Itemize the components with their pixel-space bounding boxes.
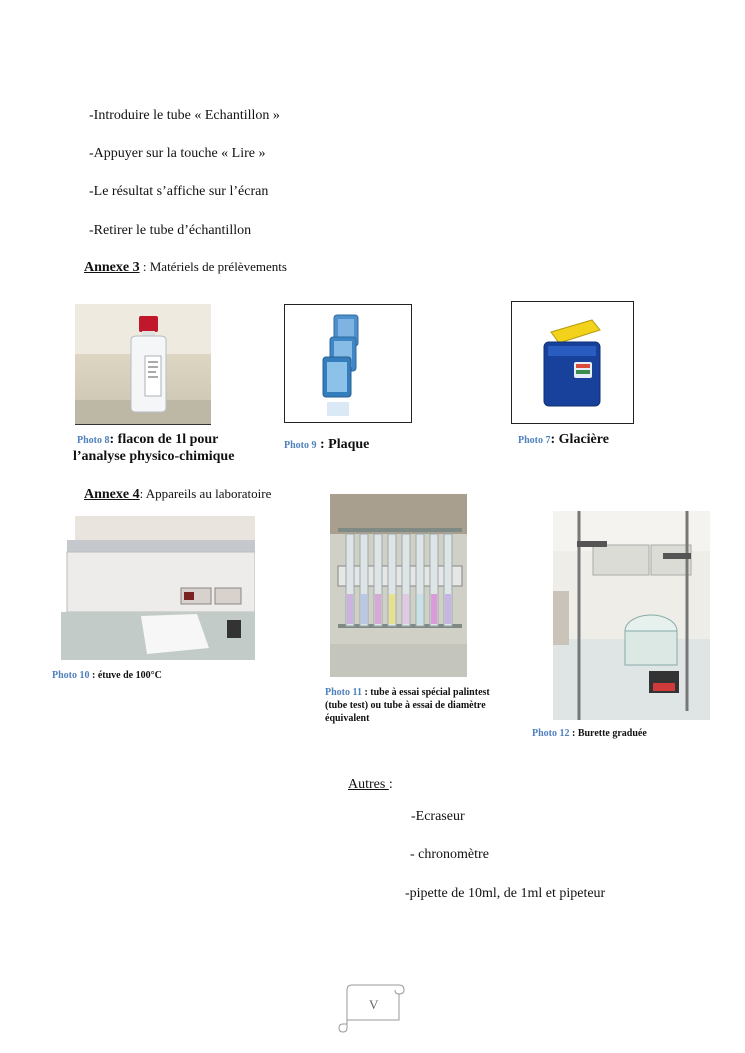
photo-12-label: Photo 12 (532, 728, 570, 739)
others-title: Autres (348, 777, 389, 792)
photo-10-label: Photo 10 (52, 670, 90, 681)
step-3: -Le résultat s’affiche sur l’écran (89, 184, 269, 199)
photo-8-label: Photo 8 (77, 435, 110, 446)
step-1: -Introduire le tube « Echantillon » (89, 108, 280, 123)
photo-9-caption (284, 437, 369, 453)
others-colon: : (388, 777, 393, 792)
photo-10-caption (52, 670, 162, 681)
page-number: V (369, 997, 379, 1012)
photo-7-label: Photo 7 (518, 435, 551, 446)
step-4: -Retirer le tube d’échantillon (89, 223, 252, 238)
test-tube-photo (330, 494, 467, 677)
photo-12-text: : Burette graduée (569, 728, 647, 739)
oven-photo (61, 516, 255, 660)
photo-10-text: : étuve de 100°C (89, 670, 162, 681)
others-item-1: -Ecraseur (411, 809, 465, 824)
photo-7-text: : Glacière (550, 432, 609, 447)
bottle-photo (75, 304, 211, 425)
photo-12-caption (532, 728, 647, 739)
annex-4-title: Annexe 4 (84, 487, 140, 502)
photo-11-caption (325, 686, 495, 725)
photo-8-text: : flacon de 1l pour (109, 432, 219, 447)
cooler-photo (511, 301, 634, 424)
ice-pack-photo (284, 304, 412, 423)
photo-8-caption-line1 (77, 432, 218, 448)
bottle-photo-underline (75, 424, 211, 425)
photo-8-caption-line2: l’analyse physico-chimique (73, 449, 235, 464)
photo-9-label: Photo 9 (284, 440, 317, 451)
others-heading (348, 777, 393, 793)
others-item-3: -pipette de 10ml, de 1ml et pipeteur (405, 886, 606, 901)
photo-11-label: Photo 11 (325, 687, 362, 698)
annex-3-heading (84, 259, 287, 276)
annex-4-subtitle: : Appareils au laboratoire (139, 486, 272, 501)
annex-3-title: Annexe 3 (84, 260, 140, 275)
others-item-2: - chronomètre (410, 847, 489, 862)
annex-3-subtitle: : Matériels de prélèvements (139, 259, 287, 274)
photo-7-caption (518, 432, 609, 448)
photo-9-text: : Plaque (316, 437, 370, 452)
annex-4-heading (84, 486, 271, 503)
step-2: -Appuyer sur la touche « Lire » (89, 146, 266, 161)
photo-11-text: : tube à essai spécial palintest (tube test) ou tube à essai de diamètre équivalent (325, 687, 490, 724)
burette-photo (553, 511, 710, 720)
